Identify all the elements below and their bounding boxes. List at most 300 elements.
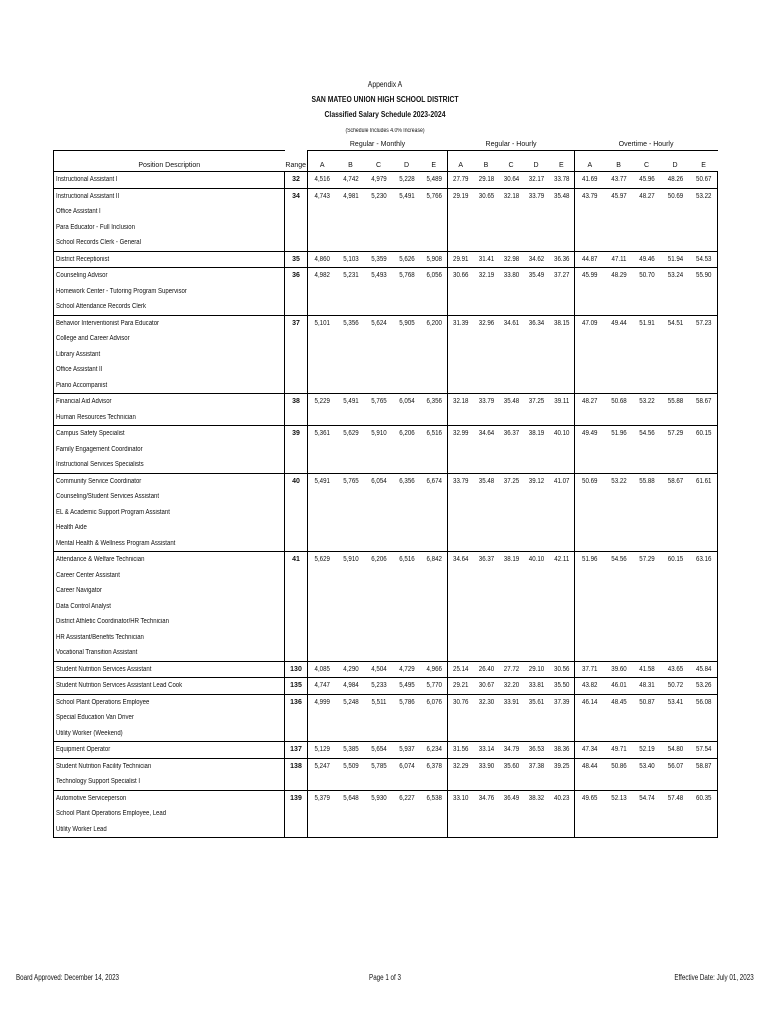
hourly-value: 29.19 [453, 192, 469, 200]
monthly-value: 6,674 [426, 477, 442, 485]
cell-hourly-step-a [448, 172, 474, 189]
hourly-value: 30.67 [478, 682, 494, 689]
cell-monthly-step-e [421, 394, 448, 426]
step-header-overtime-d: D [672, 162, 678, 169]
cell-overtime-step-c [633, 251, 661, 268]
hourly-value: 30.66 [453, 272, 469, 279]
hourly-value: 37.27 [553, 272, 569, 279]
cell-hourly-step-c [499, 758, 524, 790]
cell-overtime-step-a [575, 315, 605, 394]
cell-hourly-step-c [499, 172, 524, 189]
cell-monthly-step-d [393, 251, 421, 268]
position-title: Family Engagement Coordinator [56, 445, 143, 453]
cell-monthly-step-b [337, 473, 365, 552]
position-list [54, 552, 285, 662]
position-title: School Records Clerk - General [56, 239, 141, 246]
position-list [54, 268, 285, 316]
salary-table-body [54, 172, 718, 838]
cell-hourly-step-b [474, 315, 499, 394]
hourly-value: 32.98 [503, 255, 519, 263]
cell-overtime-step-b [605, 552, 633, 662]
overtime-value: 46.14 [582, 698, 598, 706]
hourly-value: 35.60 [503, 762, 519, 770]
step-header-monthly-b: B [348, 162, 353, 169]
monthly-value: 5,768 [398, 272, 415, 279]
hourly-value: 34.64 [453, 556, 469, 563]
step-header-hourly-c: C [508, 162, 514, 169]
overtime-value: 43.79 [582, 192, 598, 200]
monthly-value: 6,054 [398, 398, 415, 405]
overtime-value: 53.22 [695, 192, 712, 200]
monthly-value: 5,129 [314, 746, 330, 753]
step-header-monthly-e: E [431, 162, 437, 169]
overtime-value: 55.90 [695, 272, 712, 279]
hourly-value: 40.10 [528, 556, 544, 563]
position-list [54, 251, 285, 268]
position-title: Utility Worker Lead [56, 825, 107, 833]
cell-monthly-step-c [365, 678, 393, 695]
cell-hourly-step-c [499, 473, 524, 552]
cell-hourly-step-d [524, 742, 549, 759]
hourly-value: 33.79 [478, 398, 494, 405]
cell-hourly-step-b [474, 661, 499, 678]
overtime-value: 50.69 [667, 192, 683, 200]
range-value: 130 [290, 665, 302, 673]
monthly-value: 5,489 [426, 176, 442, 183]
cell-overtime-step-a [575, 661, 605, 678]
cell-overtime-step-c [633, 758, 661, 790]
position-list [54, 172, 285, 189]
cell-monthly-step-c [365, 426, 393, 474]
overtime-value: 45.99 [582, 272, 598, 279]
hourly-value: 33.79 [528, 192, 544, 200]
step-header-overtime-e: E [701, 162, 706, 169]
monthly-value: 5,785 [370, 762, 387, 770]
overtime-value: 54.56 [638, 430, 655, 437]
position-list [54, 394, 285, 426]
monthly-value: 5,786 [398, 698, 415, 706]
position-title: Career Navigator [56, 587, 102, 594]
page-number: Page 1 of 3 [369, 973, 401, 982]
cell-monthly-step-e [421, 694, 448, 742]
monthly-value: 5,231 [342, 272, 359, 279]
overtime-value: 48.27 [638, 192, 655, 200]
monthly-value: 5,233 [370, 682, 387, 689]
hourly-value: 25.14 [453, 665, 469, 673]
monthly-value: 5,247 [314, 762, 330, 770]
hourly-value: 29.18 [478, 176, 494, 183]
cell-overtime-step-d [661, 758, 690, 790]
cell-overtime-step-c [633, 315, 661, 394]
overtime-value: 50.70 [638, 272, 655, 279]
overtime-value: 58.87 [695, 762, 712, 770]
range-value: 34 [292, 192, 300, 200]
range-cell [285, 678, 308, 695]
monthly-value: 5,495 [398, 682, 415, 689]
hourly-value: 26.40 [478, 665, 494, 673]
cell-hourly-step-b [474, 758, 499, 790]
monthly-value: 6,234 [426, 746, 442, 753]
cell-overtime-step-d [661, 251, 690, 268]
cell-overtime-step-c [633, 661, 661, 678]
cell-hourly-step-d [524, 694, 549, 742]
group-header-overtime-hourly: Overtime - Hourly [575, 138, 718, 151]
salary-range-row [54, 268, 718, 316]
hourly-value: 39.12 [528, 477, 544, 485]
cell-monthly-step-c [365, 552, 393, 662]
overtime-value: 61.61 [695, 477, 712, 485]
cell-hourly-step-b [474, 790, 499, 838]
salary-range-row [54, 394, 718, 426]
position-title: Student Nutrition Facility Technician [56, 762, 152, 770]
cell-hourly-step-d [524, 251, 549, 268]
cell-monthly-step-b [337, 758, 365, 790]
cell-hourly-step-a [448, 661, 474, 678]
overtime-value: 53.41 [667, 698, 683, 706]
hourly-value: 33.90 [478, 762, 494, 770]
range-value: 40 [292, 477, 300, 485]
cell-overtime-step-b [605, 694, 633, 742]
position-title: EL & Academic Support Program Assistant [56, 508, 170, 516]
monthly-value: 4,085 [314, 665, 330, 673]
monthly-value: 6,356 [398, 477, 415, 485]
cell-overtime-step-d [661, 268, 690, 316]
cell-overtime-step-c [633, 742, 661, 759]
cell-overtime-step-d [661, 315, 690, 394]
position-title: College and Career Advisor [56, 335, 130, 342]
cell-hourly-step-c [499, 426, 524, 474]
cell-hourly-step-b [474, 172, 499, 189]
cell-overtime-step-d [661, 188, 690, 251]
range-cell [285, 742, 308, 759]
hourly-value: 40.23 [553, 794, 569, 802]
salary-range-row [54, 473, 718, 552]
cell-monthly-step-b [337, 426, 365, 474]
position-title: Instructional Assistant II [56, 192, 120, 200]
overtime-value: 48.26 [667, 176, 683, 183]
cell-monthly-step-c [365, 742, 393, 759]
monthly-value: 5,379 [314, 794, 330, 802]
monthly-value: 5,491 [398, 192, 415, 200]
position-title: Campus Safety Specialist [56, 430, 125, 437]
overtime-value: 56.07 [667, 762, 683, 770]
monthly-value: 5,491 [342, 398, 359, 405]
range-cell [285, 251, 308, 268]
cell-overtime-step-a [575, 742, 605, 759]
cell-hourly-step-e [549, 172, 575, 189]
overtime-value: 50.68 [610, 398, 627, 405]
range-value: 36 [292, 272, 300, 279]
step-header-hourly-a: A [448, 151, 474, 172]
cell-hourly-step-c [499, 315, 524, 394]
overtime-value: 51.96 [610, 430, 627, 437]
cell-monthly-step-e [421, 661, 448, 678]
overtime-value: 53.22 [638, 398, 655, 405]
range-value: 41 [292, 556, 300, 563]
monthly-value: 5,937 [398, 746, 415, 753]
cell-hourly-step-d [524, 552, 549, 662]
hourly-value: 34.61 [503, 319, 519, 327]
monthly-value: 6,206 [370, 556, 387, 563]
cell-hourly-step-c [499, 394, 524, 426]
cell-overtime-step-b [605, 758, 633, 790]
monthly-value: 4,504 [370, 665, 387, 673]
cell-hourly-step-c [499, 251, 524, 268]
cell-hourly-step-e [549, 758, 575, 790]
cell-hourly-step-a [448, 473, 474, 552]
position-title: Special Education Van Driver [56, 714, 134, 721]
overtime-value: 63.16 [695, 556, 712, 563]
hourly-value: 32.20 [503, 682, 519, 689]
hourly-value: 36.34 [528, 319, 544, 327]
hourly-value: 33.14 [478, 746, 494, 753]
overtime-value: 43.65 [667, 665, 683, 673]
cell-overtime-step-c [633, 188, 661, 251]
hourly-value: 32.17 [528, 176, 544, 183]
cell-overtime-step-b [605, 315, 633, 394]
hourly-value: 36.37 [478, 556, 494, 563]
monthly-value: 6,227 [398, 794, 415, 802]
monthly-value: 5,905 [398, 319, 415, 327]
cell-hourly-step-a [448, 268, 474, 316]
cell-overtime-step-e [690, 742, 718, 759]
monthly-value: 4,290 [342, 665, 359, 673]
hourly-value: 33.79 [453, 477, 469, 485]
cell-monthly-step-c [365, 694, 393, 742]
cell-monthly-step-c [365, 394, 393, 426]
position-title: Automotive Serviceperson [56, 794, 127, 802]
overtime-value: 50.87 [638, 698, 655, 706]
cell-overtime-step-a [575, 251, 605, 268]
overtime-value: 49.46 [638, 255, 655, 263]
cell-monthly-step-c [365, 268, 393, 316]
monthly-value: 5,910 [370, 430, 387, 437]
cell-hourly-step-c [499, 188, 524, 251]
cell-monthly-step-c [365, 172, 393, 189]
cell-overtime-step-e [690, 251, 718, 268]
overtime-value: 58.67 [695, 398, 712, 405]
salary-range-row [54, 694, 718, 742]
hourly-value: 35.50 [553, 682, 569, 689]
monthly-value: 6,056 [426, 272, 442, 279]
cell-hourly-step-e [549, 268, 575, 316]
hourly-value: 35.61 [528, 698, 544, 706]
overtime-value: 49.44 [610, 319, 627, 327]
hourly-value: 36.49 [503, 794, 519, 802]
cell-monthly-step-a [308, 790, 337, 838]
cell-monthly-step-c [365, 473, 393, 552]
salary-range-row [54, 188, 718, 251]
range-value: 137 [290, 746, 302, 753]
hourly-value: 38.19 [528, 430, 544, 437]
cell-monthly-step-e [421, 790, 448, 838]
cell-overtime-step-a [575, 394, 605, 426]
position-title: Attendance & Welfare Technician [56, 556, 145, 563]
cell-monthly-step-a [308, 426, 337, 474]
cell-overtime-step-b [605, 661, 633, 678]
hourly-value: 40.10 [553, 430, 569, 437]
range-cell [285, 394, 308, 426]
salary-range-row [54, 661, 718, 678]
position-title: Technology Support Specialist I [56, 778, 140, 785]
monthly-value: 5,491 [314, 477, 330, 485]
hourly-value: 32.18 [453, 398, 469, 405]
hourly-value: 30.56 [553, 665, 569, 673]
cell-overtime-step-e [690, 394, 718, 426]
cell-monthly-step-b [337, 268, 365, 316]
cell-overtime-step-e [690, 552, 718, 662]
overtime-value: 55.88 [638, 477, 655, 485]
hourly-value: 33.91 [503, 698, 519, 706]
cell-monthly-step-d [393, 268, 421, 316]
cell-hourly-step-a [448, 742, 474, 759]
cell-monthly-step-e [421, 172, 448, 189]
cell-hourly-step-c [499, 661, 524, 678]
cell-hourly-step-d [524, 758, 549, 790]
monthly-value: 5,385 [342, 746, 359, 753]
cell-overtime-step-a [575, 473, 605, 552]
overtime-value: 54.56 [610, 556, 627, 563]
monthly-value: 6,076 [426, 698, 442, 706]
cell-hourly-step-b [474, 251, 499, 268]
monthly-value: 6,074 [398, 762, 415, 770]
cell-overtime-step-a [575, 678, 605, 695]
cell-monthly-step-c [365, 758, 393, 790]
cell-hourly-step-c [499, 552, 524, 662]
position-title: HR Assistant/Benefits Technician [56, 633, 144, 641]
range-cell [285, 172, 308, 189]
range-cell [285, 758, 308, 790]
cell-overtime-step-d [661, 742, 690, 759]
range-cell [285, 552, 308, 662]
cell-overtime-step-e [690, 678, 718, 695]
hourly-value: 30.65 [478, 192, 494, 200]
cell-overtime-step-b [605, 268, 633, 316]
range-cell [285, 426, 308, 474]
overtime-value: 50.72 [667, 682, 683, 689]
hourly-value: 34.76 [478, 794, 494, 802]
cell-monthly-step-a [308, 742, 337, 759]
cell-monthly-step-e [421, 188, 448, 251]
cell-hourly-step-a [448, 552, 474, 662]
hourly-value: 31.39 [453, 319, 469, 327]
cell-overtime-step-d [661, 790, 690, 838]
overtime-value: 52.13 [610, 794, 627, 802]
cell-monthly-step-b [337, 790, 365, 838]
monthly-value: 5,361 [314, 430, 330, 437]
monthly-value: 5,101 [314, 319, 330, 327]
salary-range-row [54, 251, 718, 268]
overtime-value: 50.67 [695, 176, 712, 183]
hourly-value: 31.41 [478, 255, 494, 263]
cell-overtime-step-b [605, 394, 633, 426]
hourly-value: 33.10 [453, 794, 469, 802]
overtime-value: 47.09 [582, 319, 598, 327]
overtime-value: 47.11 [611, 255, 627, 263]
cell-hourly-step-a [448, 678, 474, 695]
position-list [54, 742, 285, 759]
cell-monthly-step-d [393, 426, 421, 474]
step-header-monthly-a: A [308, 151, 337, 172]
cell-overtime-step-b [605, 790, 633, 838]
monthly-value: 4,999 [314, 698, 330, 706]
cell-overtime-step-a [575, 552, 605, 662]
position-title: Instructional Services Specialists [56, 461, 144, 468]
range-value: 38 [292, 398, 300, 405]
monthly-value: 5,770 [426, 682, 442, 689]
cell-monthly-step-a [308, 188, 337, 251]
monthly-value: 4,860 [314, 255, 330, 263]
overtime-value: 41.58 [638, 665, 655, 673]
position-title: Office Assistant I [56, 208, 101, 215]
cell-monthly-step-d [393, 172, 421, 189]
salary-range-row [54, 678, 718, 695]
monthly-value: 5,509 [342, 762, 359, 770]
cell-hourly-step-d [524, 678, 549, 695]
step-header-monthly-c: C [375, 162, 382, 169]
salary-range-row [54, 742, 718, 759]
position-title: Mental Health & Wellness Program Assistant [56, 539, 176, 547]
cell-hourly-step-e [549, 188, 575, 251]
range-value: 37 [292, 319, 300, 327]
cell-overtime-step-b [605, 172, 633, 189]
position-title: Behavior Interventionist Para Educator [56, 319, 160, 327]
range-value: 39 [292, 430, 300, 437]
hourly-value: 37.25 [528, 398, 544, 405]
monthly-value: 5,229 [314, 398, 330, 405]
cell-hourly-step-d [524, 268, 549, 316]
range-value: 136 [290, 698, 302, 706]
hourly-value: 39.11 [553, 398, 569, 405]
cell-overtime-step-e [690, 172, 718, 189]
overtime-value: 51.94 [667, 255, 683, 263]
cell-overtime-step-e [690, 315, 718, 394]
position-list [54, 188, 285, 251]
cell-overtime-step-a [575, 426, 605, 474]
cell-hourly-step-b [474, 268, 499, 316]
overtime-value: 49.71 [610, 746, 627, 753]
cell-monthly-step-b [337, 552, 365, 662]
monthly-value: 6,356 [426, 398, 442, 405]
cell-hourly-step-b [474, 473, 499, 552]
range-cell [285, 315, 308, 394]
monthly-value: 4,982 [314, 272, 330, 279]
hourly-value: 35.48 [553, 192, 569, 200]
cell-overtime-step-a [575, 790, 605, 838]
position-list [54, 315, 285, 394]
overtime-value: 54.80 [667, 746, 683, 753]
monthly-value: 4,966 [426, 665, 442, 673]
position-title: Counseling Advisor [56, 272, 108, 279]
hourly-value: 37.39 [553, 698, 569, 706]
monthly-value: 5,493 [370, 272, 387, 279]
cell-hourly-step-b [474, 188, 499, 251]
hourly-value: 29.91 [453, 255, 469, 263]
overtime-value: 60.35 [695, 794, 712, 802]
hourly-value: 37.38 [528, 762, 544, 770]
cell-monthly-step-d [393, 694, 421, 742]
cell-overtime-step-a [575, 694, 605, 742]
cell-overtime-step-e [690, 758, 718, 790]
position-title: Homework Center - Tutoring Program Supervisor [56, 287, 187, 295]
cell-monthly-step-e [421, 426, 448, 474]
cell-monthly-step-e [421, 678, 448, 695]
cell-hourly-step-a [448, 315, 474, 394]
step-header-overtime-c: C [644, 162, 650, 169]
group-header-regular-hourly: Regular - Hourly [448, 138, 575, 151]
cell-monthly-step-a [308, 758, 337, 790]
cell-overtime-step-e [690, 694, 718, 742]
